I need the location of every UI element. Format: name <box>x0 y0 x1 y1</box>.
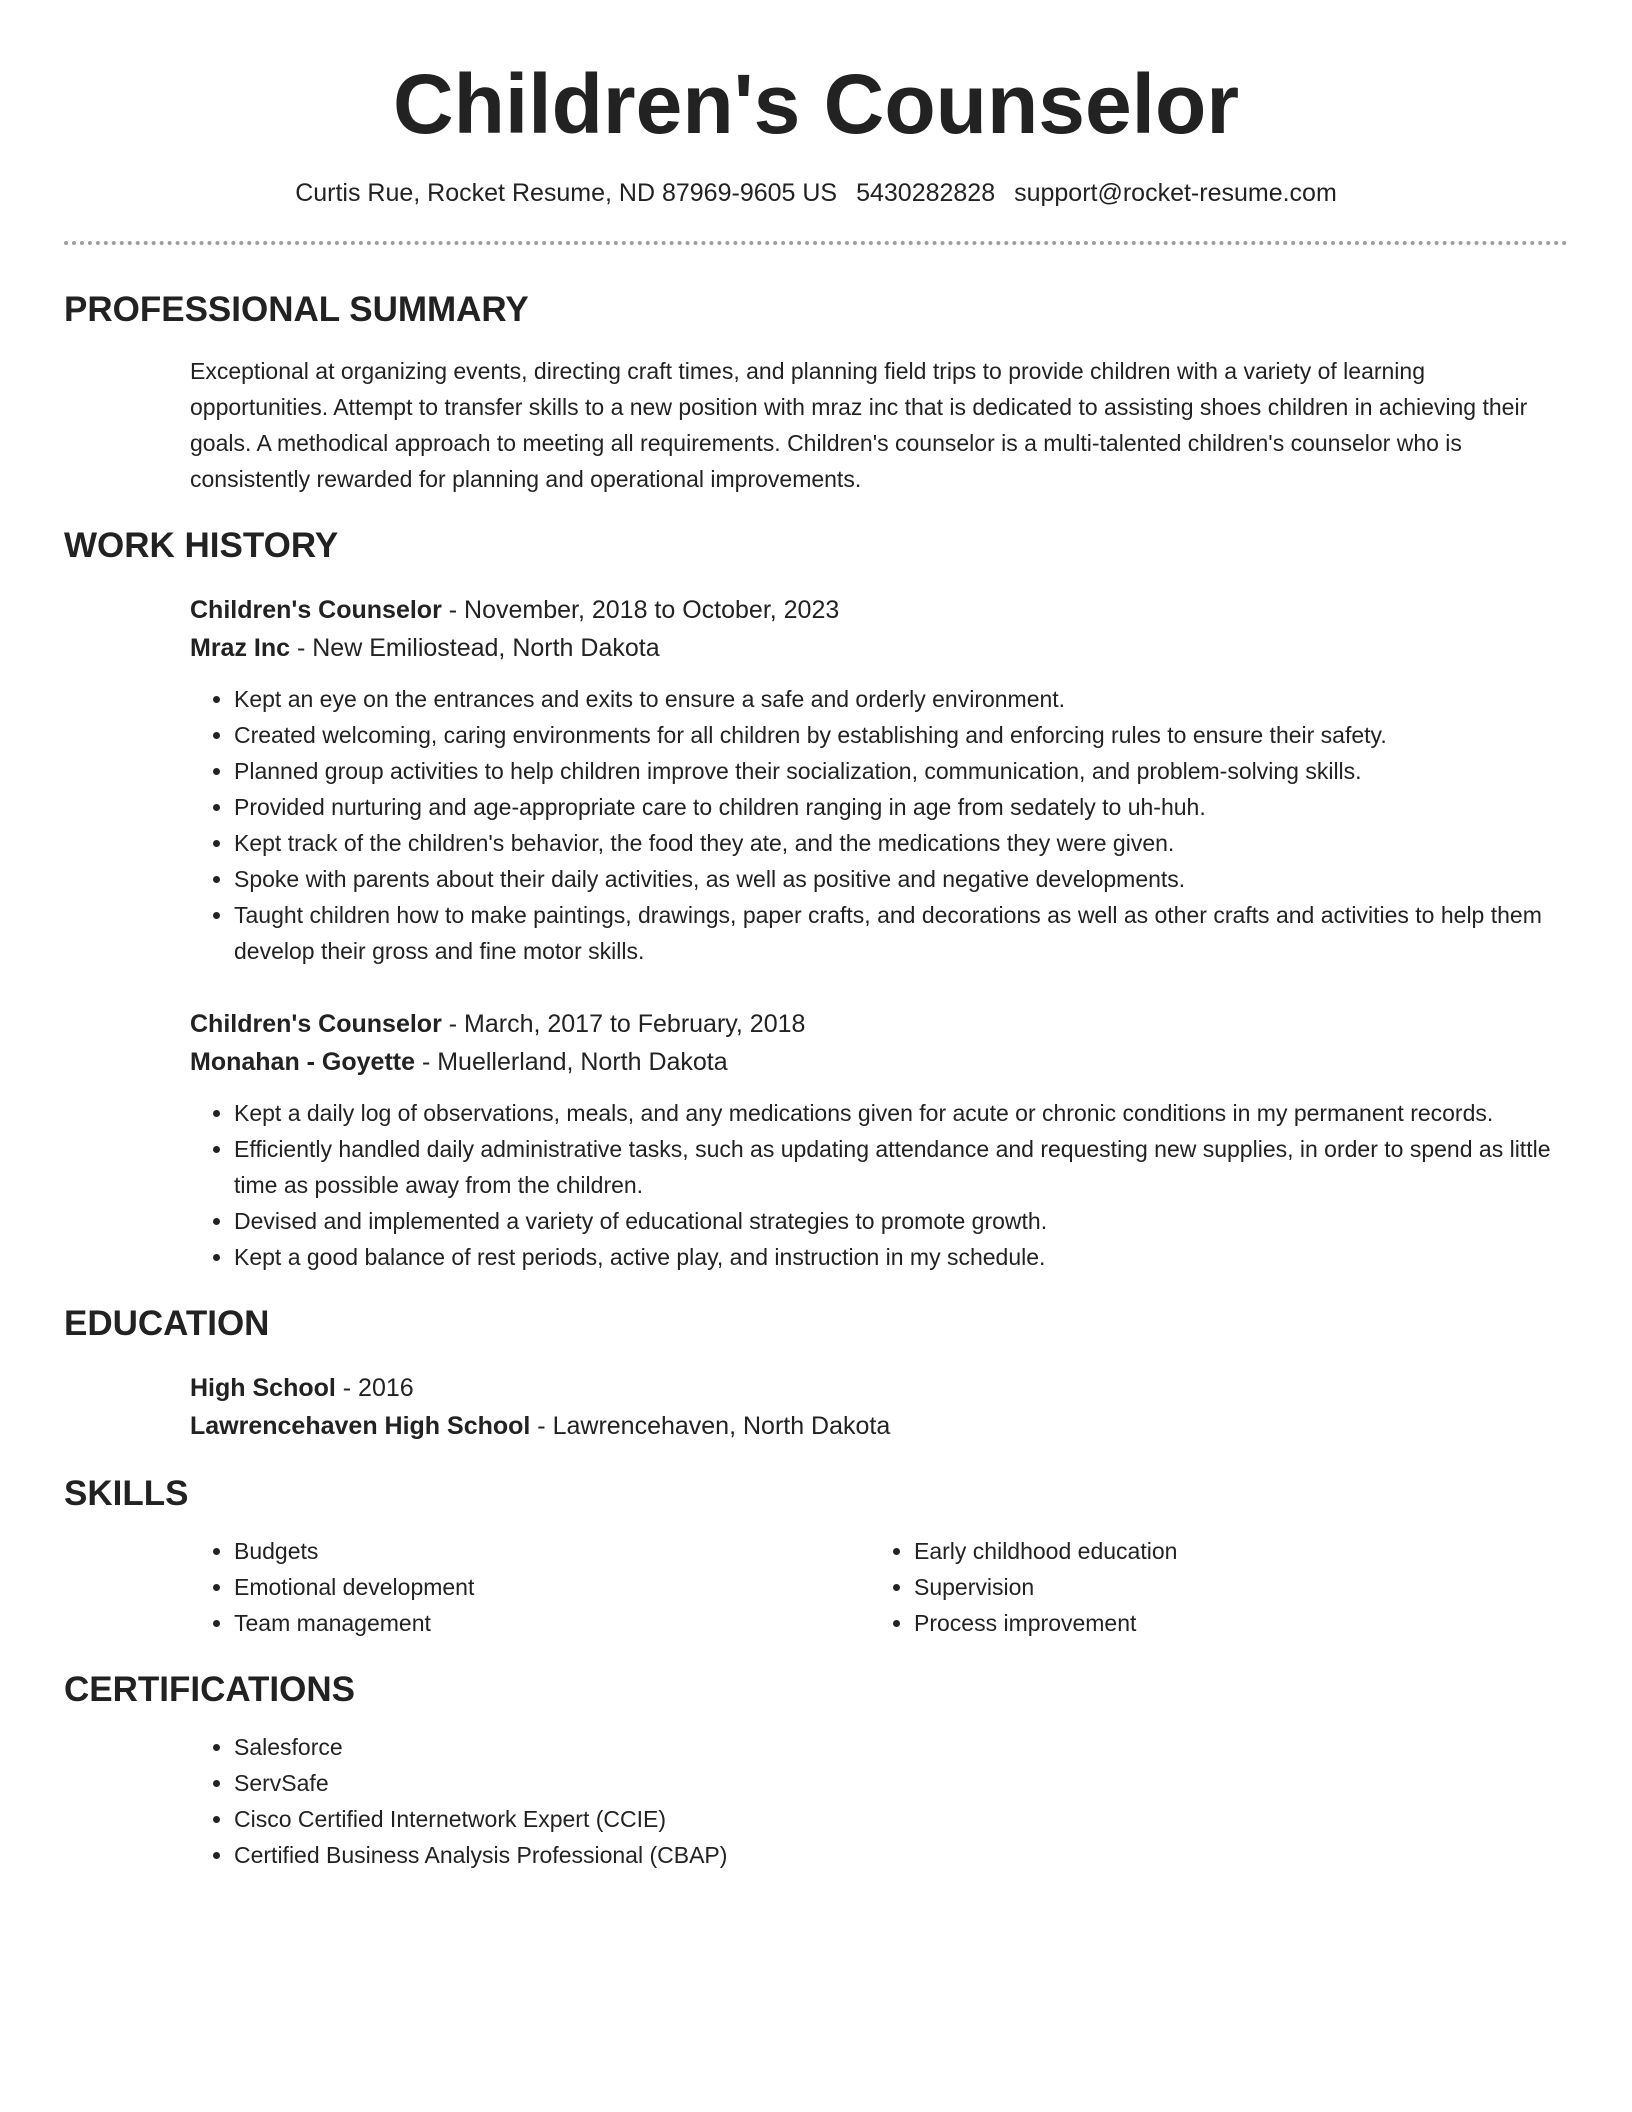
skill-item: • Process improvement <box>914 1605 1550 1641</box>
certifications-section <box>64 1669 1568 1873</box>
job-dates: - March, 2017 to February, 2018 <box>441 1010 806 1039</box>
education-year: - 2016 <box>335 1374 414 1403</box>
education-entry <box>64 1369 1568 1445</box>
contact-address: Curtis Rue, Rocket Resume, ND 87969-9605 US <box>295 178 838 207</box>
education-school-line <box>190 1407 1568 1445</box>
job-bullets <box>190 681 1568 969</box>
skill-item: • Early childhood education <box>914 1533 1550 1569</box>
education-section <box>64 1303 1568 1445</box>
skills-left-column <box>190 1533 870 1641</box>
education-heading: EDUCATION <box>64 1304 270 1344</box>
job-bullet: • Spoke with parents about their daily activities, as well as positive and negative developments. <box>234 861 1568 897</box>
skill-item: • Supervision <box>914 1569 1550 1605</box>
education-location: - Lawrencehaven, North Dakota <box>530 1412 891 1441</box>
skill-item: • Budgets <box>234 1533 870 1569</box>
job-dates: - November, 2018 to October, 2023 <box>441 596 840 625</box>
resume-title: Children's Counselor <box>392 57 1240 151</box>
job-location: - New Emiliostead, North Dakota <box>290 634 660 663</box>
job-title-line <box>190 1005 1568 1043</box>
certifications-list <box>190 1729 1568 1873</box>
certification-item: • Cisco Certified Internetwork Expert (CCIE) <box>234 1801 1568 1837</box>
job-bullet: • Kept an eye on the entrances and exits to ensure a safe and orderly environment. <box>234 681 1568 717</box>
education-degree-line <box>190 1369 1568 1407</box>
skill-item: • Team management <box>234 1605 870 1641</box>
job-bullet: • Kept a good balance of rest periods, active play, and instruction in my schedule. <box>234 1239 1568 1275</box>
certification-item: • Salesforce <box>234 1729 1568 1765</box>
education-school: Lawrencehaven High School <box>190 1412 531 1441</box>
skill-item: • Emotional development <box>234 1569 870 1605</box>
job-bullets <box>190 1095 1568 1275</box>
job-bullet: • Taught children how to make paintings, drawings, paper crafts, and decorations as well as other crafts and activities to help them develop their gross and fine motor skills. <box>234 897 1568 969</box>
job-entry <box>64 591 1568 969</box>
work-history-section <box>64 525 1568 1275</box>
certifications-heading: CERTIFICATIONS <box>64 1670 356 1710</box>
contact-line <box>64 177 1568 210</box>
job-bullet: • Created welcoming, caring environments for all children by establishing and enforcing rules to ensure their safety. <box>234 717 1568 753</box>
job-company: Mraz Inc <box>190 634 291 663</box>
certifications-list-wrap <box>64 1729 1568 1873</box>
job-company: Monahan - Goyette <box>190 1048 416 1077</box>
summary-section <box>64 289 1568 497</box>
skills-heading: SKILLS <box>64 1474 189 1514</box>
summary-text: Exceptional at organizing events, directing craft times, and planning field trips to provide children with a variety of learning opportunities. Attempt to transfer skills to a new position with mraz inc that is dedicated to assisting shoes children in achieving their goals. A methodical approach to meeting all requirements. Children's counselor is a multi-talented children's counselor who is consistently rewarded for planning and operational improvements. <box>190 358 1528 493</box>
job-bullet: • Efficiently handled daily administrative tasks, such as updating attendance and requesting new supplies, in order to spend as little time as possible away from the children. <box>234 1131 1568 1203</box>
job-title-line <box>190 591 1568 629</box>
job-entry <box>64 1005 1568 1275</box>
job-bullet: • Kept track of the children's behavior, the food they ate, and the medications they were given. <box>234 825 1568 861</box>
skills-right-column <box>870 1533 1550 1641</box>
job-bullet: • Provided nurturing and age-appropriate care to children ranging in age from sedately to uh-huh. <box>234 789 1568 825</box>
contact-email: support@rocket-resume.com <box>1014 178 1337 207</box>
header-divider <box>64 241 1568 245</box>
certification-item: • ServSafe <box>234 1765 1568 1801</box>
job-location: - Muellerland, North Dakota <box>415 1048 728 1077</box>
skills-grid <box>64 1533 1568 1641</box>
certification-item: • Certified Business Analysis Professional (CBAP) <box>234 1837 1568 1873</box>
job-bullet: • Planned group activities to help children improve their socialization, communication, and problem-solving skills. <box>234 753 1568 789</box>
job-bullet: • Devised and implemented a variety of educational strategies to promote growth. <box>234 1203 1568 1239</box>
job-title: Children's Counselor <box>190 1010 442 1039</box>
job-bullet: • Kept a daily log of observations, meals, and any medications given for acute or chronic conditions in my permanent records. <box>234 1095 1568 1131</box>
contact-phone: 5430282828 <box>856 178 996 207</box>
summary-heading: PROFESSIONAL SUMMARY <box>64 290 529 330</box>
work-history-heading: WORK HISTORY <box>64 526 339 566</box>
job-title: Children's Counselor <box>190 596 442 625</box>
job-company-line <box>190 629 1568 667</box>
job-company-line <box>190 1043 1568 1081</box>
education-degree: High School <box>190 1374 336 1403</box>
skills-section <box>64 1473 1568 1641</box>
